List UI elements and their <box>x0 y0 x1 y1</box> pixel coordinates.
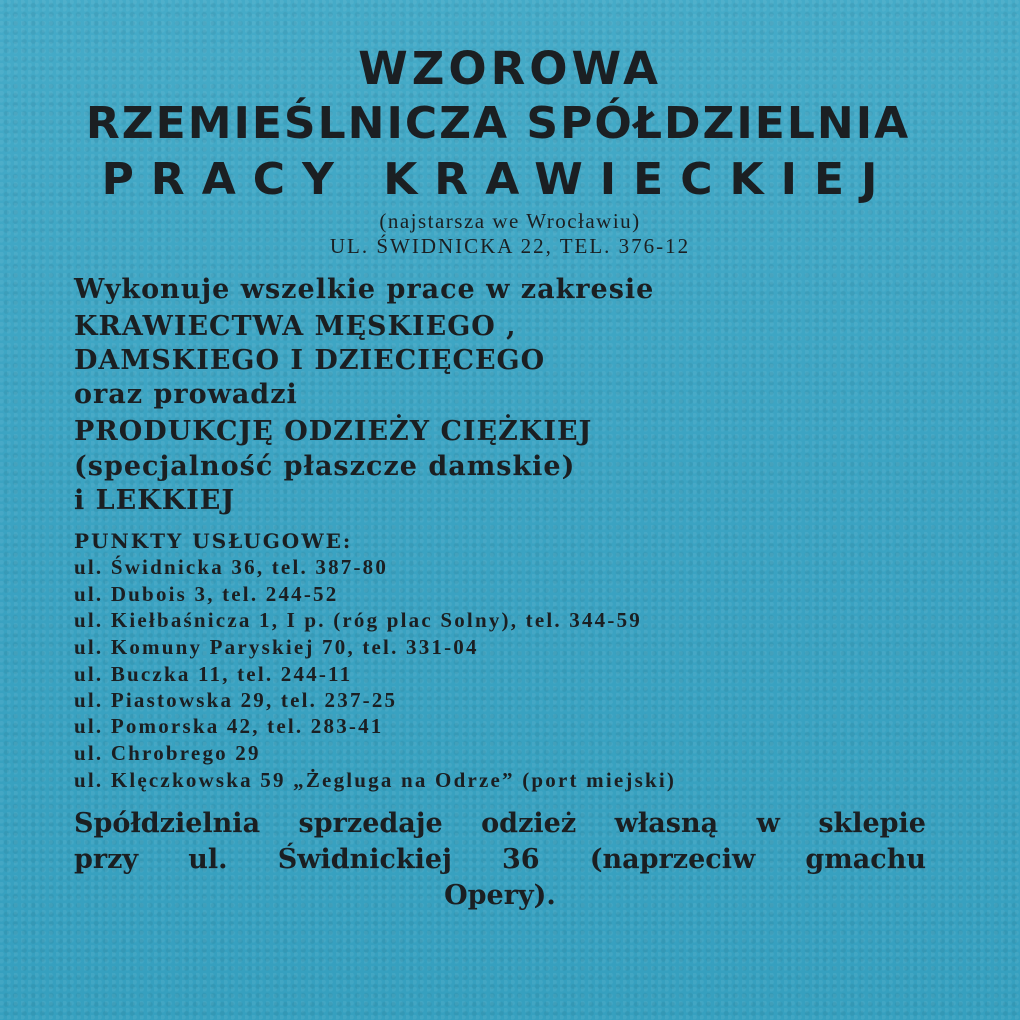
services-line-3: oraz prowadzi <box>74 379 298 410</box>
services-line-1: KRAWIECTWA MĘSKIEGO , <box>74 311 517 342</box>
services-line-5: (specjalność płaszcze damskie) <box>74 451 576 482</box>
point-item: ul. Klęczkowska 59 „Żegluga na Odrze” (port miejski) <box>74 768 677 792</box>
point-item: ul. Chrobrego 29 <box>74 741 261 765</box>
services-line-2: DAMSKIEGO I DZIECIĘCEGO <box>74 345 546 376</box>
point-item: ul. Kiełbaśnicza 1, I p. (róg plac Solny), tel. 344-59 <box>74 608 642 632</box>
services-line-4: PRODUKCJĘ ODZIEŻY CIĘŻKIEJ <box>74 416 593 447</box>
footer-line-3: Opery). <box>444 880 556 911</box>
point-item: ul. Świdnicka 36, tel. 387-80 <box>74 555 389 579</box>
services-line-6: i LEKKIEJ <box>74 485 236 516</box>
header-note: (najstarsza we Wrocławiu) <box>379 209 641 233</box>
header-line-2: RZEMIEŚLNICZA SPÓŁDZIELNIA <box>85 98 911 149</box>
footer-line-1: Spółdzielnia sprzedaje odzież własną w sklepie <box>74 808 926 839</box>
services-intro: Wykonuje wszelkie prace w zakresie <box>74 274 655 305</box>
points-heading: PUNKTY USŁUGOWE: <box>74 529 353 553</box>
header-line-1: WZOROWA <box>358 42 662 95</box>
header-address: UL. ŚWIDNICKA 22, TEL. 376-12 <box>329 234 691 258</box>
point-item: ul. Pomorska 42, tel. 283-41 <box>74 714 384 738</box>
point-item: ul. Komuny Paryskiej 70, tel. 331-04 <box>74 635 479 659</box>
point-item: ul. Dubois 3, tel. 244-52 <box>74 582 339 606</box>
footer-line-2: przy ul. Świdnickiej 36 (naprzeciw gmachu <box>74 844 926 875</box>
header-line-3: PRACY KRAWIECKIEJ <box>101 154 895 205</box>
point-item: ul. Buczka 11, tel. 244-11 <box>74 662 353 686</box>
point-item: ul. Piastowska 29, tel. 237-25 <box>74 688 398 712</box>
